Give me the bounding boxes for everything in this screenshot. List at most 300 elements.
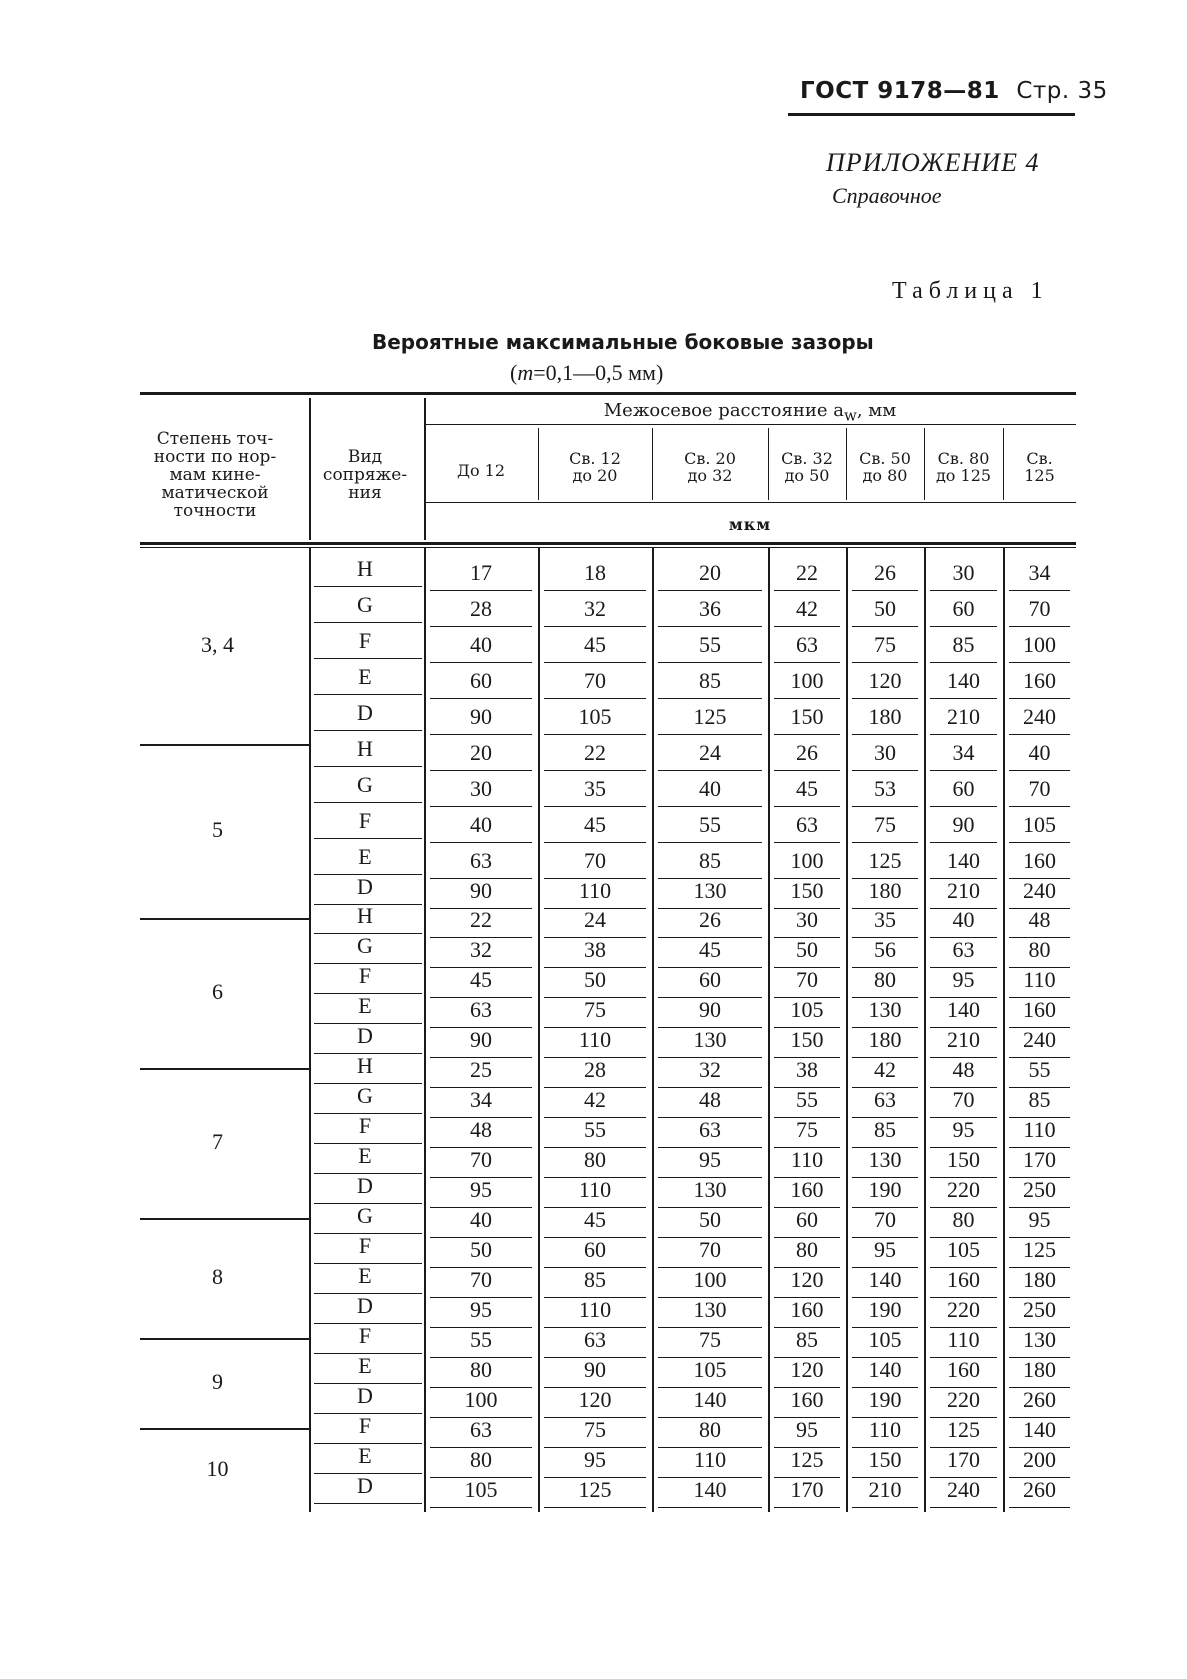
value-cell: 63	[796, 812, 818, 837]
value-cell: 40	[699, 776, 721, 801]
cell-underline	[1009, 842, 1070, 843]
value-cell: 80	[1028, 937, 1051, 962]
row-rule	[314, 586, 422, 587]
value-cell: 90	[470, 704, 492, 729]
fit-cell: F	[358, 1113, 372, 1138]
cell-underline	[658, 626, 762, 627]
value-cell: 210	[947, 878, 980, 903]
cell-underline	[774, 590, 840, 591]
row-rule	[314, 658, 422, 659]
value-cell: 22	[796, 560, 818, 585]
range-header-line: Св. 20	[684, 449, 736, 468]
value-cell: 140	[693, 1477, 727, 1502]
cell-underline	[774, 842, 840, 843]
value-cell: 30	[796, 907, 818, 932]
fit-cell: E	[358, 844, 372, 869]
cell-underline	[544, 626, 646, 627]
value-cell: 63	[584, 1327, 606, 1352]
value-cell: 85	[796, 1327, 818, 1352]
value-cell: 180	[868, 1027, 902, 1052]
cell-underline	[1009, 770, 1070, 771]
value-cell: 160	[1023, 668, 1056, 693]
cell-underline	[544, 698, 646, 699]
cell-underline	[852, 734, 918, 735]
value-cell: 40	[470, 812, 492, 837]
fit-cell: D	[357, 1173, 373, 1198]
cell-underline	[658, 590, 762, 591]
cell-underline	[930, 662, 997, 663]
cell-underline	[1009, 662, 1070, 663]
cell-underline	[852, 1507, 918, 1508]
value-cell: 48	[470, 1117, 492, 1142]
value-cell: 220	[947, 1387, 980, 1412]
value-cell: 25	[470, 1057, 492, 1082]
value-cell: 190	[868, 1297, 902, 1322]
cell-underline	[852, 626, 918, 627]
value-cell: 24	[699, 740, 721, 765]
value-cell: 250	[1023, 1297, 1056, 1322]
cell-underline	[430, 734, 532, 735]
value-cell: 70	[952, 1087, 975, 1112]
value-cell: 105	[578, 704, 612, 729]
value-cell: 140	[947, 668, 980, 693]
group-separator	[140, 918, 309, 920]
cell-underline	[774, 1507, 840, 1508]
value-cell: 105	[790, 997, 824, 1022]
value-cell: 170	[790, 1477, 824, 1502]
value-cell: 63	[470, 1417, 492, 1442]
value-cell: 55	[699, 812, 721, 837]
value-cell: 140	[1023, 1417, 1056, 1442]
value-cell: 95	[874, 1237, 896, 1262]
value-cell: 100	[693, 1267, 727, 1292]
value-cell: 180	[868, 704, 902, 729]
grade-label: 7	[212, 1129, 223, 1154]
fit-cell: F	[358, 963, 372, 988]
value-cell: 140	[947, 997, 980, 1022]
value-cell: 120	[790, 1267, 824, 1292]
grade-header-line: матической	[161, 483, 269, 503]
cell-underline	[430, 590, 532, 591]
value-cell: 80	[470, 1447, 492, 1472]
value-cell: 28	[584, 1057, 606, 1082]
value-cell: 95	[796, 1417, 818, 1442]
range-column-header	[538, 450, 652, 484]
appendix-subtitle: Справочное	[832, 183, 942, 208]
fit-cell: F	[358, 1233, 372, 1258]
value-cell: 120	[868, 668, 902, 693]
table-title: Вероятные максимальные боковые зазоры	[372, 330, 874, 354]
cell-underline	[1009, 698, 1070, 699]
value-cell: 70	[470, 1267, 492, 1292]
value-cell: 210	[947, 704, 980, 729]
cell-underline	[430, 698, 532, 699]
row-rule	[314, 622, 422, 623]
value-cell: 250	[1023, 1177, 1056, 1202]
value-cell: 95	[952, 1117, 975, 1142]
value-cell: 85	[874, 1117, 896, 1142]
cell-underline	[544, 662, 646, 663]
grade-label: 6	[212, 979, 223, 1004]
value-cell: 75	[699, 1327, 721, 1352]
grade-label: 9	[212, 1369, 223, 1394]
cell-underline	[774, 734, 840, 735]
value-cell: 55	[796, 1087, 818, 1112]
fit-cell: H	[357, 736, 373, 761]
range-column-header	[924, 450, 1003, 484]
value-cell: 75	[584, 997, 606, 1022]
value-cell: 56	[874, 937, 896, 962]
cell-underline	[658, 734, 762, 735]
value-cell: 45	[796, 776, 818, 801]
value-cell: 60	[952, 596, 975, 621]
table-top-rule	[140, 392, 1076, 395]
range-header-line: Св. 50	[859, 449, 911, 468]
value-cell: 30	[952, 560, 975, 585]
row-rule	[314, 838, 422, 839]
value-cell: 100	[790, 668, 824, 693]
value-cell: 50	[699, 1207, 721, 1232]
range-header-line: до 32	[687, 466, 733, 485]
cell-underline	[930, 626, 997, 627]
fit-header-line: сопряже-	[322, 465, 408, 485]
cell-underline	[1009, 734, 1070, 735]
value-cell: 90	[584, 1357, 606, 1382]
cell-underline	[544, 590, 646, 591]
value-cell: 180	[1023, 1267, 1056, 1292]
header-bottom-rule-inner	[140, 547, 1076, 548]
value-cell: 70	[1028, 596, 1051, 621]
row-rule	[314, 802, 422, 803]
value-cell: 30	[470, 776, 492, 801]
value-cell: 130	[868, 1147, 902, 1172]
fit-cell: F	[358, 1413, 372, 1438]
value-cell: 53	[874, 776, 896, 801]
value-cell: 45	[699, 937, 721, 962]
distance-header-label: Межосевое расстояние a	[603, 400, 844, 421]
value-cell: 130	[693, 878, 727, 903]
fit-cell: H	[357, 903, 373, 928]
fit-cell: D	[357, 1293, 373, 1318]
value-cell: 70	[796, 967, 818, 992]
value-cell: 45	[584, 1207, 606, 1232]
range-column-header	[1003, 450, 1076, 484]
value-cell: 80	[796, 1237, 818, 1262]
grade-header-line: ности по нор-	[153, 447, 277, 467]
value-cell: 110	[693, 1447, 727, 1472]
value-cell: 60	[584, 1237, 606, 1262]
fit-cell: D	[357, 1383, 373, 1408]
value-cell: 38	[796, 1057, 818, 1082]
value-cell: 210	[868, 1477, 902, 1502]
fit-cell: D	[357, 1023, 373, 1048]
grade-header-line: Степень точ-	[156, 429, 274, 449]
distance-header	[424, 402, 1076, 425]
grade-header-line: точности	[173, 501, 257, 521]
cell-underline	[930, 770, 997, 771]
value-cell: 130	[693, 1177, 727, 1202]
value-cell: 22	[470, 907, 492, 932]
value-cell: 85	[952, 632, 975, 657]
cell-underline	[430, 1507, 532, 1508]
value-cell: 70	[699, 1237, 721, 1262]
value-cell: 110	[1023, 967, 1056, 992]
fit-header-line: ния	[348, 483, 382, 503]
value-cell: 45	[584, 632, 606, 657]
value-cell: 50	[874, 596, 896, 621]
fit-cell: G	[357, 592, 373, 617]
value-cell: 110	[947, 1327, 980, 1352]
fit-cell: G	[357, 1203, 373, 1228]
value-cell: 80	[699, 1417, 721, 1442]
range-header-line: до 20	[572, 466, 618, 485]
value-cell: 110	[578, 1297, 612, 1322]
range-header-line: до 125	[935, 466, 992, 485]
value-cell: 20	[470, 740, 492, 765]
value-cell: 80	[952, 1207, 975, 1232]
value-cell: 160	[947, 1267, 980, 1292]
cell-underline	[774, 698, 840, 699]
value-cell: 55	[699, 632, 721, 657]
cell-underline	[852, 842, 918, 843]
fit-cell: F	[358, 628, 372, 653]
value-cell: 95	[470, 1177, 492, 1202]
value-cell: 45	[584, 812, 606, 837]
range-header-line: Св. 32	[781, 449, 833, 468]
value-cell: 60	[796, 1207, 818, 1232]
value-cell: 130	[693, 1297, 727, 1322]
units-label: мкм	[728, 515, 772, 534]
value-cell: 150	[868, 1447, 902, 1472]
fit-cell: F	[358, 808, 372, 833]
cell-underline	[430, 770, 532, 771]
value-cell: 42	[584, 1087, 606, 1112]
grade-column-header	[140, 430, 290, 520]
value-cell: 240	[947, 1477, 980, 1502]
page-number: Стр. 35	[1016, 78, 1108, 104]
cell-underline	[430, 662, 532, 663]
value-cell: 70	[470, 1147, 492, 1172]
group-separator	[140, 1218, 309, 1220]
value-cell: 20	[699, 560, 721, 585]
value-cell: 18	[584, 560, 606, 585]
cell-underline	[658, 662, 762, 663]
value-cell: 63	[470, 997, 492, 1022]
value-cell: 160	[790, 1387, 824, 1412]
range-column-header	[652, 450, 768, 484]
range-header-line: До 12	[456, 461, 506, 480]
value-cell: 90	[699, 997, 721, 1022]
grade-label: 5	[212, 817, 223, 842]
value-cell: 130	[693, 1027, 727, 1052]
fit-cell: D	[357, 874, 373, 899]
range-header-line: Св. 80	[937, 449, 990, 468]
fit-cell: E	[358, 664, 372, 689]
value-cell: 34	[1028, 560, 1051, 585]
value-cell: 180	[1023, 1357, 1056, 1382]
cell-underline	[544, 734, 646, 735]
value-cell: 120	[790, 1357, 824, 1382]
value-cell: 150	[790, 1027, 824, 1052]
row-rule	[314, 694, 422, 695]
value-cell: 140	[868, 1267, 902, 1292]
cell-underline	[658, 698, 762, 699]
row-rule	[314, 730, 422, 731]
value-cell: 220	[947, 1177, 980, 1202]
value-cell: 48	[1028, 907, 1051, 932]
cell-underline	[544, 806, 646, 807]
value-cell: 60	[952, 776, 975, 801]
cell-underline	[658, 806, 762, 807]
module-symbol: m	[517, 360, 534, 385]
fit-cell: G	[357, 933, 373, 958]
value-cell: 100	[464, 1387, 498, 1412]
fit-cell: E	[358, 1443, 372, 1468]
page-header	[800, 78, 1108, 104]
cell-underline	[1009, 626, 1070, 627]
value-cell: 42	[874, 1057, 896, 1082]
distance-header-subscript: w	[843, 406, 857, 425]
cell-underline	[544, 770, 646, 771]
value-cell: 26	[796, 740, 818, 765]
value-cell: 140	[868, 1357, 902, 1382]
value-cell: 26	[699, 907, 721, 932]
value-cell: 63	[699, 1117, 721, 1142]
cell-underline	[852, 590, 918, 591]
module-range: =0,1—0,5 мм	[533, 360, 656, 385]
value-cell: 105	[464, 1477, 498, 1502]
value-cell: 75	[874, 632, 896, 657]
value-cell: 70	[1028, 776, 1051, 801]
cell-underline	[774, 626, 840, 627]
value-cell: 160	[1023, 848, 1056, 873]
value-cell: 42	[796, 596, 818, 621]
cell-underline	[774, 662, 840, 663]
cell-underline	[852, 698, 918, 699]
value-cell: 105	[868, 1327, 902, 1352]
fit-cell: E	[358, 1263, 372, 1288]
cell-underline	[930, 590, 997, 591]
cell-underline	[930, 842, 997, 843]
value-cell: 48	[699, 1087, 721, 1112]
grade-label: 10	[206, 1456, 229, 1481]
value-cell: 75	[874, 812, 896, 837]
value-cell: 140	[947, 848, 980, 873]
value-cell: 32	[699, 1057, 721, 1082]
value-cell: 240	[1023, 1027, 1056, 1052]
cell-underline	[544, 842, 646, 843]
value-cell: 110	[578, 1177, 612, 1202]
value-cell: 125	[947, 1417, 980, 1442]
row-rule	[314, 1503, 422, 1504]
value-cell: 125	[693, 704, 727, 729]
value-cell: 100	[1023, 632, 1056, 657]
fit-cell: H	[357, 556, 373, 581]
value-cell: 125	[1023, 1237, 1056, 1262]
value-cell: 55	[1028, 1057, 1051, 1082]
fit-cell: H	[357, 1053, 373, 1078]
value-cell: 80	[584, 1147, 606, 1172]
group-separator	[140, 1428, 309, 1430]
value-cell: 125	[868, 848, 902, 873]
group-separator	[140, 744, 309, 746]
fit-cell: E	[358, 993, 372, 1018]
cell-underline	[774, 806, 840, 807]
fit-cell: G	[357, 1083, 373, 1108]
cell-underline	[430, 842, 532, 843]
fit-cell: G	[357, 772, 373, 797]
value-cell: 75	[796, 1117, 818, 1142]
cell-underline	[930, 806, 997, 807]
value-cell: 95	[699, 1147, 721, 1172]
value-cell: 105	[947, 1237, 980, 1262]
range-column-header	[768, 450, 846, 484]
range-header-line: 125	[1024, 466, 1055, 485]
grade-label: 3, 4	[201, 632, 234, 657]
value-cell: 50	[584, 967, 606, 992]
value-cell: 85	[584, 1267, 606, 1292]
value-cell: 260	[1023, 1477, 1056, 1502]
value-cell: 130	[868, 997, 902, 1022]
cell-underline	[544, 1507, 646, 1508]
cell-underline	[1009, 590, 1070, 591]
range-column-header	[424, 462, 538, 479]
value-cell: 240	[1023, 878, 1056, 903]
value-cell: 120	[578, 1387, 612, 1412]
value-cell: 95	[470, 1297, 492, 1322]
value-cell: 40	[470, 632, 492, 657]
value-cell: 125	[578, 1477, 612, 1502]
value-cell: 160	[1023, 997, 1056, 1022]
group-separator	[140, 1338, 309, 1340]
value-cell: 110	[790, 1147, 824, 1172]
cell-underline	[430, 626, 532, 627]
value-cell: 95	[1028, 1207, 1051, 1232]
value-cell: 190	[868, 1177, 902, 1202]
value-cell: 63	[470, 848, 492, 873]
fit-header-line: Вид	[347, 447, 383, 467]
cell-underline	[930, 698, 997, 699]
value-cell: 125	[790, 1447, 824, 1472]
group-separator	[140, 1068, 309, 1070]
cell-underline	[658, 842, 762, 843]
cell-underline	[1009, 1507, 1070, 1508]
value-cell: 80	[874, 967, 896, 992]
cell-underline	[852, 662, 918, 663]
value-cell: 50	[796, 937, 818, 962]
value-cell: 70	[584, 848, 606, 873]
cell-underline	[430, 806, 532, 807]
value-cell: 85	[699, 668, 721, 693]
value-cell: 40	[470, 1207, 492, 1232]
value-cell: 85	[1028, 1087, 1051, 1112]
range-header-line: до 80	[862, 466, 908, 485]
range-header-line: до 50	[784, 466, 830, 485]
value-cell: 220	[947, 1297, 980, 1322]
value-cell: 110	[578, 878, 612, 903]
cell-underline	[658, 770, 762, 771]
value-cell: 70	[874, 1207, 896, 1232]
fit-cell: D	[357, 700, 373, 725]
value-cell: 80	[470, 1357, 492, 1382]
value-cell: 35	[874, 907, 896, 932]
range-column-header	[846, 450, 924, 484]
value-cell: 70	[584, 668, 606, 693]
fit-cell: D	[357, 1473, 373, 1498]
cell-underline	[930, 734, 997, 735]
value-cell: 100	[790, 848, 824, 873]
distance-header-units: , мм	[856, 400, 897, 421]
